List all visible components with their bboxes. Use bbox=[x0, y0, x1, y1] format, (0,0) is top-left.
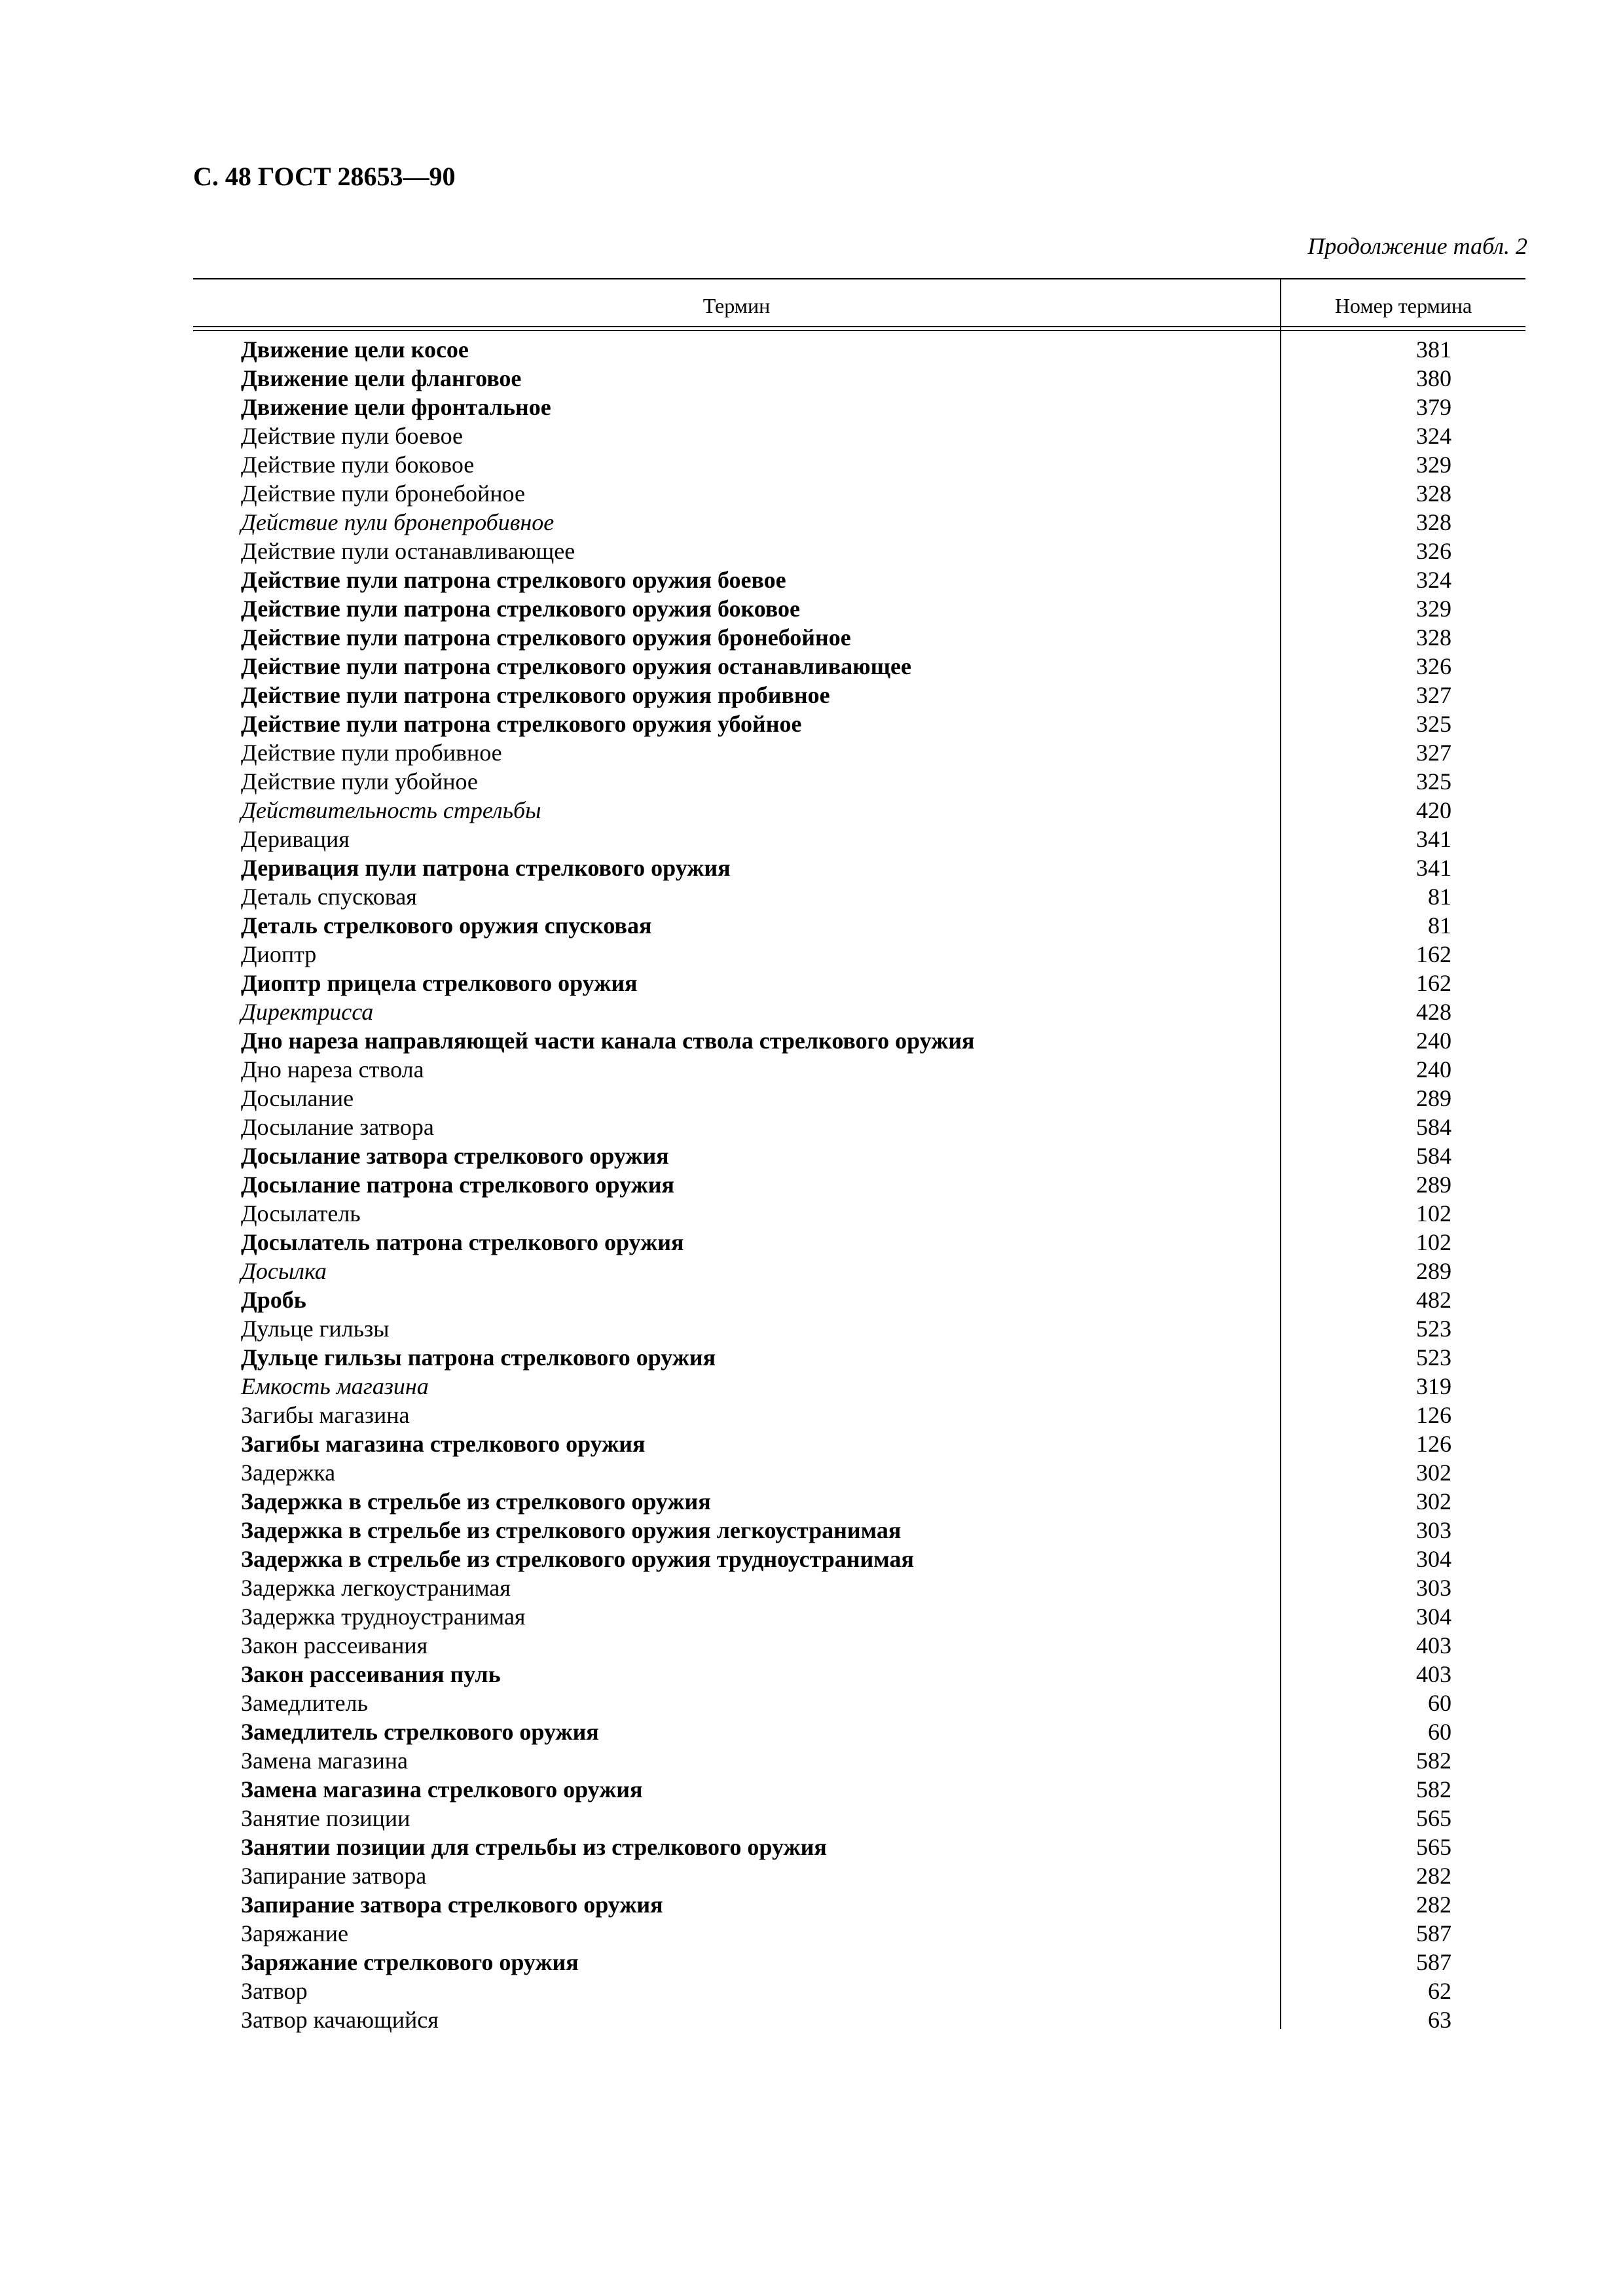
term-number: 325 bbox=[1416, 768, 1451, 795]
table-row bbox=[193, 1429, 1525, 1458]
table-row bbox=[193, 2005, 1525, 2034]
table-row bbox=[193, 1026, 1525, 1055]
term-text: Действие пули боковое bbox=[241, 452, 475, 478]
term-text: Диоптр bbox=[241, 941, 317, 967]
term-number: 289 bbox=[1416, 1085, 1451, 1111]
page-header: С. 48 ГОСТ 28653—90 bbox=[193, 162, 456, 191]
term-number: 328 bbox=[1416, 509, 1451, 535]
term-text: Замедлитель стрелкового оружия bbox=[241, 1719, 599, 1745]
table-row bbox=[193, 1228, 1525, 1257]
table-row bbox=[193, 1746, 1525, 1775]
table-row bbox=[193, 1372, 1525, 1401]
header-rule bbox=[193, 326, 1525, 327]
table-row bbox=[193, 1141, 1525, 1170]
term-number: 303 bbox=[1416, 1517, 1451, 1543]
table-row bbox=[193, 969, 1525, 997]
term-text: Действие пули убойное bbox=[241, 768, 478, 795]
term-number: 162 bbox=[1416, 970, 1451, 996]
term-text: Действие пули пробивное bbox=[241, 740, 502, 766]
table-continuation-caption: Продолжение табл. 2 bbox=[1307, 233, 1527, 259]
term-number: 380 bbox=[1416, 365, 1451, 391]
table-row bbox=[193, 825, 1525, 853]
term-text: Закон рассеивания пуль bbox=[241, 1661, 501, 1687]
term-number: 302 bbox=[1416, 1460, 1451, 1486]
term-number: 324 bbox=[1416, 567, 1451, 593]
table-row bbox=[193, 393, 1525, 422]
table-row bbox=[193, 594, 1525, 623]
table-row bbox=[193, 997, 1525, 1026]
term-text: Занятии позиции для стрельбы из стрелкового оружия bbox=[241, 1834, 827, 1860]
term-number: 282 bbox=[1416, 1892, 1451, 1918]
term-text: Действие пули патрона стрелкового оружия убойное bbox=[241, 711, 802, 737]
term-text: Досылатель bbox=[241, 1200, 361, 1227]
term-number: 523 bbox=[1416, 1316, 1451, 1342]
term-text: Движение цели фронтальное bbox=[241, 394, 551, 420]
table-row bbox=[193, 1516, 1525, 1545]
term-number: 282 bbox=[1416, 1863, 1451, 1889]
term-number: 327 bbox=[1416, 682, 1451, 708]
term-number: 102 bbox=[1416, 1229, 1451, 1255]
term-number: 303 bbox=[1416, 1575, 1451, 1601]
term-number: 582 bbox=[1416, 1748, 1451, 1774]
table-row bbox=[193, 1314, 1525, 1343]
term-text: Досылание bbox=[241, 1085, 354, 1111]
term-number: 289 bbox=[1416, 1172, 1451, 1198]
term-text: Действие пули останавливающее bbox=[241, 538, 575, 564]
term-text: Досылание патрона стрелкового оружия bbox=[241, 1172, 674, 1198]
term-number: 62 bbox=[1428, 1978, 1451, 2004]
term-number: 81 bbox=[1428, 912, 1451, 939]
table-row bbox=[193, 1689, 1525, 1717]
column-header-number: Номер термина bbox=[1334, 294, 1472, 317]
term-text: Запирание затвора стрелкового оружия bbox=[241, 1892, 663, 1918]
table-row bbox=[193, 1285, 1525, 1314]
table-row bbox=[193, 364, 1525, 393]
table-row bbox=[193, 1573, 1525, 1602]
term-text: Затвор качающийся bbox=[241, 2007, 439, 2033]
term-text: Деривация пули патрона стрелкового оружия bbox=[241, 855, 731, 881]
table-row bbox=[193, 709, 1525, 738]
table-row bbox=[193, 1861, 1525, 1890]
term-text: Емкость магазина bbox=[241, 1373, 429, 1399]
term-number: 482 bbox=[1416, 1287, 1451, 1313]
term-text: Движение цели фланговое bbox=[241, 365, 522, 391]
term-text: Замена магазина bbox=[241, 1748, 409, 1774]
table-row bbox=[193, 1919, 1525, 1948]
term-number: 325 bbox=[1416, 711, 1451, 737]
table-row bbox=[193, 767, 1525, 796]
table-row bbox=[193, 681, 1525, 709]
term-text: Дно нареза ствола bbox=[241, 1056, 424, 1083]
term-number: 302 bbox=[1416, 1488, 1451, 1515]
term-number: 81 bbox=[1428, 884, 1451, 910]
term-text: Заряжание стрелкового оружия bbox=[241, 1949, 579, 1975]
term-number: 403 bbox=[1416, 1661, 1451, 1687]
table-row bbox=[193, 623, 1525, 652]
term-text: Заряжание bbox=[241, 1920, 348, 1946]
term-number: 403 bbox=[1416, 1632, 1451, 1659]
table-body bbox=[193, 335, 1525, 2034]
term-number: 240 bbox=[1416, 1028, 1451, 1054]
table-row bbox=[193, 1717, 1525, 1746]
term-text: Действительность стрельбы bbox=[241, 797, 541, 823]
table-row bbox=[193, 796, 1525, 825]
term-text: Диоптр прицела стрелкового оружия bbox=[241, 970, 638, 996]
table-row bbox=[193, 479, 1525, 508]
table-row bbox=[193, 1804, 1525, 1833]
term-text: Действие пули бронебойное bbox=[241, 480, 525, 507]
term-number: 162 bbox=[1416, 941, 1451, 967]
term-number: 60 bbox=[1428, 1719, 1451, 1745]
table-row bbox=[193, 652, 1525, 681]
term-text: Действие пули бронепробивное bbox=[241, 509, 555, 535]
term-number: 381 bbox=[1416, 336, 1451, 363]
term-text: Движение цели косое bbox=[241, 336, 469, 363]
term-number: 326 bbox=[1416, 538, 1451, 564]
table-row bbox=[193, 1084, 1525, 1113]
term-text: Дробь bbox=[241, 1287, 306, 1313]
term-text: Занятие позиции bbox=[241, 1805, 410, 1831]
table-row bbox=[193, 940, 1525, 969]
table-row bbox=[193, 1545, 1525, 1573]
term-number: 523 bbox=[1416, 1344, 1451, 1371]
table-row bbox=[193, 882, 1525, 911]
term-text: Досылание затвора bbox=[241, 1114, 434, 1140]
table-row bbox=[193, 1775, 1525, 1804]
term-number: 341 bbox=[1416, 826, 1451, 852]
term-number: 327 bbox=[1416, 740, 1451, 766]
term-number: 328 bbox=[1416, 480, 1451, 507]
term-text: Дно нареза направляющей части канала ствола стрелкового оружия bbox=[241, 1028, 975, 1054]
term-number: 565 bbox=[1416, 1834, 1451, 1860]
term-text: Загибы магазина стрелкового оружия bbox=[241, 1431, 646, 1457]
table-row bbox=[193, 1343, 1525, 1372]
table-row bbox=[193, 911, 1525, 940]
table-row bbox=[193, 1055, 1525, 1084]
table-row bbox=[193, 1487, 1525, 1516]
term-number: 584 bbox=[1416, 1143, 1451, 1169]
header-double-rule bbox=[193, 330, 1525, 331]
term-text: Закон рассеивания bbox=[241, 1632, 428, 1659]
table-row bbox=[193, 1948, 1525, 1977]
table-row bbox=[193, 565, 1525, 594]
term-number: 102 bbox=[1416, 1200, 1451, 1227]
term-number: 324 bbox=[1416, 423, 1451, 449]
table-row bbox=[193, 853, 1525, 882]
term-number: 587 bbox=[1416, 1920, 1451, 1946]
table-row bbox=[193, 1660, 1525, 1689]
term-number: 328 bbox=[1416, 624, 1451, 651]
term-text: Действие пули патрона стрелкового оружия пробивное bbox=[241, 682, 830, 708]
term-number: 587 bbox=[1416, 1949, 1451, 1975]
term-text: Действие пули боевое bbox=[241, 423, 464, 449]
table-row bbox=[193, 1890, 1525, 1919]
table-row bbox=[193, 1977, 1525, 2005]
term-text: Задержка в стрельбе из стрелкового оружия легкоустранимая bbox=[241, 1517, 902, 1543]
table-row bbox=[193, 1833, 1525, 1861]
term-text: Досылание затвора стрелкового оружия bbox=[241, 1143, 669, 1169]
table-row bbox=[193, 1170, 1525, 1199]
term-text: Замена магазина стрелкового оружия bbox=[241, 1776, 643, 1803]
term-number: 304 bbox=[1416, 1604, 1451, 1630]
term-text: Досылатель патрона стрелкового оружия bbox=[241, 1229, 684, 1255]
table-row bbox=[193, 1602, 1525, 1631]
table-row bbox=[193, 508, 1525, 537]
term-number: 126 bbox=[1416, 1431, 1451, 1457]
table-row bbox=[193, 1113, 1525, 1141]
term-text: Замедлитель bbox=[241, 1690, 368, 1716]
term-text: Дульце гильзы патрона стрелкового оружия bbox=[241, 1344, 716, 1371]
term-text: Затвор bbox=[241, 1978, 308, 2004]
term-number: 379 bbox=[1416, 394, 1451, 420]
term-number: 319 bbox=[1416, 1373, 1451, 1399]
term-text: Действие пули патрона стрелкового оружия боевое bbox=[241, 567, 786, 593]
table-row bbox=[193, 335, 1525, 364]
term-text: Действие пули патрона стрелкового оружия бронебойное bbox=[241, 624, 851, 651]
term-text: Задержка bbox=[241, 1460, 336, 1486]
term-number: 63 bbox=[1428, 2007, 1451, 2033]
term-text: Деталь спусковая bbox=[241, 884, 417, 910]
term-text: Деталь стрелкового оружия спусковая bbox=[241, 912, 652, 939]
term-number: 304 bbox=[1416, 1546, 1451, 1572]
term-number: 341 bbox=[1416, 855, 1451, 881]
term-text: Запирание затвора bbox=[241, 1863, 427, 1889]
term-text: Действие пули патрона стрелкового оружия останавливающее bbox=[241, 653, 911, 679]
table-row bbox=[193, 537, 1525, 565]
term-number: 60 bbox=[1428, 1690, 1451, 1716]
term-number: 126 bbox=[1416, 1402, 1451, 1428]
term-number: 289 bbox=[1416, 1258, 1451, 1284]
table-header-row bbox=[193, 278, 1525, 326]
term-number: 329 bbox=[1416, 596, 1451, 622]
term-number: 420 bbox=[1416, 797, 1451, 823]
term-text: Задержка легкоустранимая bbox=[241, 1575, 511, 1601]
table-row bbox=[193, 450, 1525, 479]
term-text: Дульце гильзы bbox=[241, 1316, 390, 1342]
term-number: 329 bbox=[1416, 452, 1451, 478]
table-row bbox=[193, 738, 1525, 767]
term-text: Загибы магазина bbox=[241, 1402, 410, 1428]
term-number: 326 bbox=[1416, 653, 1451, 679]
table-row bbox=[193, 1458, 1525, 1487]
table-row bbox=[193, 1631, 1525, 1660]
term-text: Задержка трудноустранимая bbox=[241, 1604, 526, 1630]
term-text: Задержка в стрельбе из стрелкового оружия bbox=[241, 1488, 711, 1515]
term-text: Директрисса bbox=[241, 999, 374, 1025]
table-row bbox=[193, 1199, 1525, 1228]
term-text: Задержка в стрельбе из стрелкового оружия трудноустранимая bbox=[241, 1546, 914, 1572]
term-text: Досылка bbox=[241, 1258, 327, 1284]
term-number: 584 bbox=[1416, 1114, 1451, 1140]
table-row bbox=[193, 422, 1525, 450]
table-row bbox=[193, 1401, 1525, 1429]
term-text: Действие пули патрона стрелкового оружия боковое bbox=[241, 596, 801, 622]
column-header-term: Термин bbox=[702, 294, 771, 317]
term-number: 240 bbox=[1416, 1056, 1451, 1083]
term-number: 565 bbox=[1416, 1805, 1451, 1831]
term-text: Деривация bbox=[241, 826, 350, 852]
table-row bbox=[193, 1257, 1525, 1285]
term-number: 428 bbox=[1416, 999, 1451, 1025]
term-number: 582 bbox=[1416, 1776, 1451, 1803]
